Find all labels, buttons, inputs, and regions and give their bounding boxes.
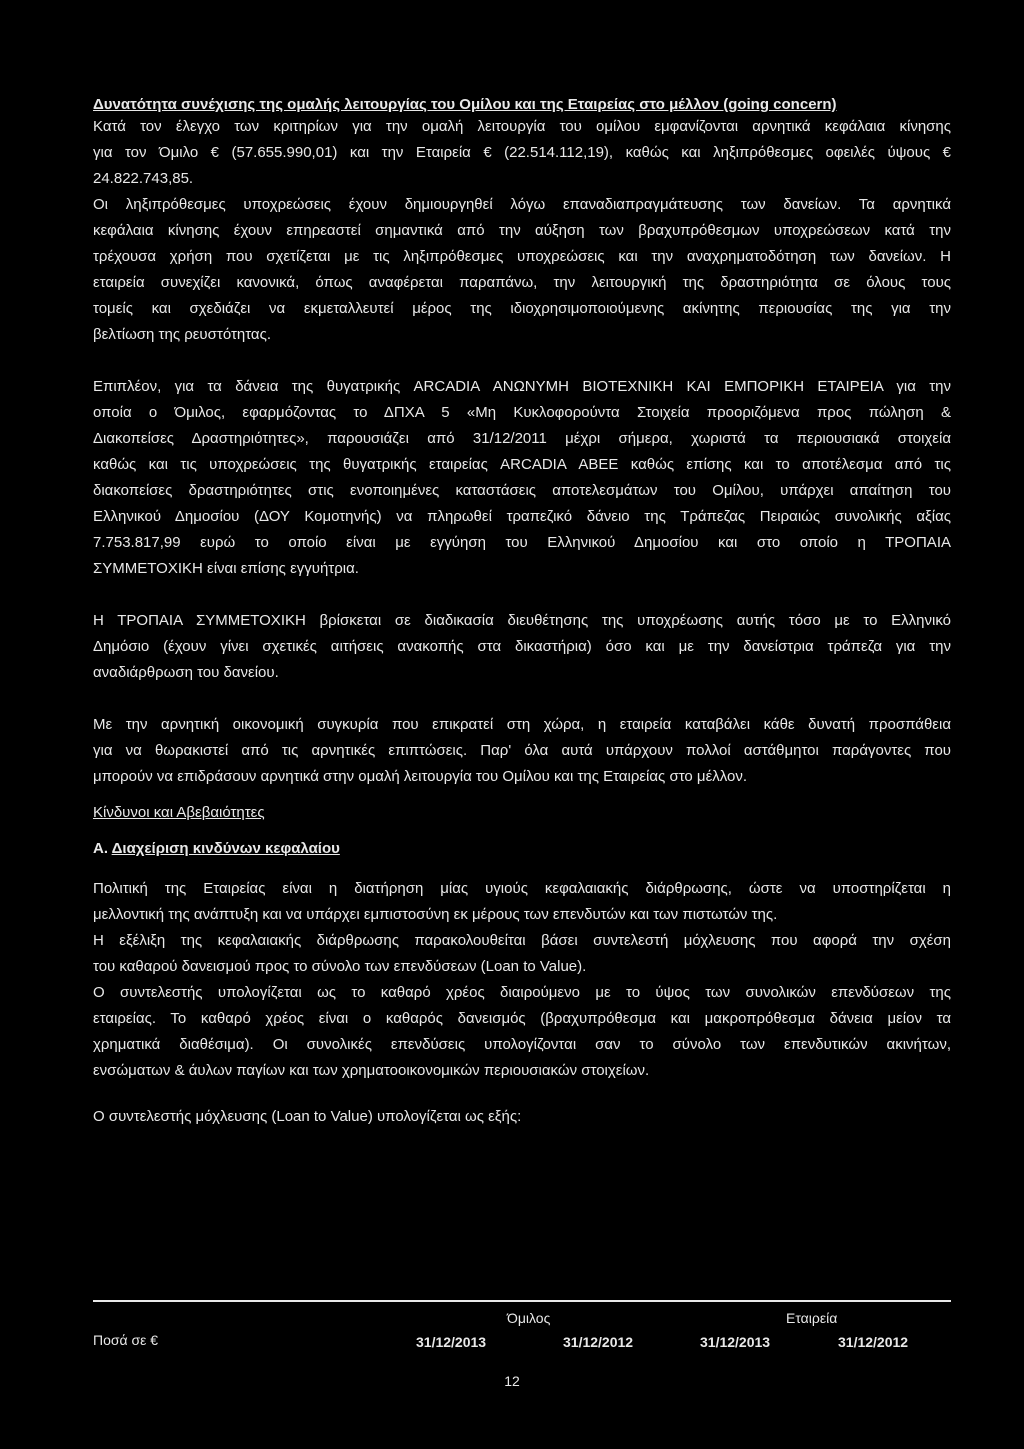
subheading-prefix: Α. — [93, 840, 112, 857]
text-line: ΣΥΜΜΕΤΟΧΙΚΗ είναι επίσης εγγυήτρια. — [93, 560, 359, 577]
text-line: αναδιάρθρωση του δανείου. — [93, 664, 279, 681]
text-line: μπορούν να επιδράσουν αρνητικά στην ομαλή λειτουργία του Ομίλου και της Εταιρείας στο μέλλον. — [93, 768, 748, 785]
ltv-intro: Ο συντελεστής μόχλευσης (Loan to Value) υπολογίζεται ως εξής: — [93, 1108, 522, 1125]
text-line: τρέχουσα χρήση που σχετίζεται με τις ληξιπρόθεσμες υποχρεώσεις και την αναχρηματοδότηση των δανείων. Η — [93, 248, 951, 265]
text-line: διακοπείσες δραστηριότητες στις ενοποιημένες καταστάσεις αποτελεσμάτων του Ομίλου, υπάρχει απαίτηση του — [93, 482, 951, 499]
risks-heading: Κίνδυνοι και Αβεβαιότητες — [93, 804, 265, 821]
going-concern-paragraph-2 — [93, 192, 951, 348]
date-header: 31/12/2012 — [563, 1334, 634, 1350]
text-line: οποία ο Όμιλος, εφαρμόζοντας το ΔΠΧΑ 5 «Μη Κυκλοφορούντα Στοιχεία προοριζόμενα προς πώληση & — [93, 404, 951, 421]
group-column-header: Όμιλος — [507, 1310, 551, 1326]
text-line: για τον Όμιλο € (57.655.990,01) και την Εταιρεία € (22.514.112,19), καθώς και ληξιπρόθεσμες οφειλές ύψους € — [93, 144, 951, 161]
text-line: κεφάλαια κίνησης έχουν επηρεαστεί σημαντικά από την αύξηση των βραχυπρόθεσμων υποχρεώσεων κατά την — [93, 222, 951, 239]
text-line: Η ΤΡΟΠΑΙΑ ΣΥΜΜΕΤΟΧΙΚΗ βρίσκεται σε διαδικασία διευθέτησης της υποχρέωσης αυτής τόσο με το Ελληνικό — [93, 612, 951, 629]
going-concern-paragraph-4 — [93, 608, 951, 686]
text-line: Διακοπείσες Δραστηριότητες», παρουσιάζει από 31/12/2011 μέχρι σήμερα, χωριστά τα περιουσιακά στοιχεία — [93, 430, 951, 447]
document-page — [93, 96, 951, 1130]
going-concern-heading: Δυνατότητα συνέχισης της ομαλής λειτουργίας του Ομίλου και της Εταιρείας στο μέλλον (going concern) — [93, 96, 837, 113]
date-header: 31/12/2013 — [700, 1334, 771, 1350]
text-line: Με την αρνητική οικονομική συγκυρία που επικρατεί στη χώρα, η εταιρεία καταβάλει κάθε δυνατή προσπάθεια — [93, 716, 951, 733]
subheading-title: Διαχείριση κινδύνων κεφαλαίου — [111, 840, 340, 857]
going-concern-paragraph-3 — [93, 374, 951, 582]
text-line: Ελληνικού Δημοσίου (ΔΟΥ Κομοτηνής) να πληρωθεί τραπεζικό δάνειο της Τράπεζας Πειραιώς συνολικής αξίας — [93, 508, 951, 525]
capital-risk-paragraph — [93, 876, 951, 1084]
going-concern-paragraph-1 — [93, 114, 951, 192]
text-line: Ο συντελεστής υπολογίζεται ως το καθαρό χρέος διαιρούμενο με το ύψος των συνολικών επενδύσεων της — [93, 984, 951, 1001]
page-number: 12 — [504, 1373, 520, 1389]
text-line: τομείς και σχεδιάζει να εκμεταλλευτεί μέρος της ιδιοχρησιμοποιούμενης ακίνητης περιουσίας της για την — [93, 300, 951, 317]
table-date-header — [93, 1332, 951, 1356]
text-line: Η εξέλιξη της κεφαλαιακής διάρθρωσης παρακολουθείται βάσει συντελεστή μόχλευσης που αφορά την σχέση — [93, 932, 951, 949]
text-line: χρηματικά διαθέσιμα). Οι συνολικές επενδύσεις υπολογίζονται σαν το σύνολο των επενδυτικών ακινήτων, — [93, 1036, 951, 1053]
text-line: 24.822.743,85. — [93, 170, 194, 187]
text-line: για να θωρακιστεί από τις αρνητικές επιπτώσεις. Παρ' όλα αυτά υπάρχουν πολλοί αστάθμητοι παράγοντες που — [93, 742, 951, 759]
text-line: 7.753.817,99 ευρώ το οποίο είναι με εγγύηση του Ελληνικού Δημοσίου και στο οποίο η ΤΡΟΠΑΙΑ — [93, 534, 951, 551]
date-header: 31/12/2013 — [416, 1334, 487, 1350]
text-line: καθώς και τις υποχρεώσεις της θυγατρικής εταιρείας ARCADIA ΑΒΕΕ καθώς επίσης και το αποτέλεσμα από τις — [93, 456, 951, 473]
amounts-label: Ποσά σε € — [93, 1332, 159, 1348]
date-header: 31/12/2012 — [838, 1334, 909, 1350]
text-line: εταιρείας. Το καθαρό χρέος είναι ο καθαρός δανεισμός (βραχυπρόθεσμα και μακροπρόθεσμα δάνεια μείον τα — [93, 1010, 951, 1027]
text-line: εταιρεία συνεχίζει κανονικά, όπως αναφέρεται παραπάνω, την λειτουργική της δραστηριότητα σε όλους τους — [93, 274, 951, 291]
text-line: Οι ληξιπρόθεσμες υποχρεώσεις έχουν δημιουργηθεί λόγω επαναδιαπραγμάτευσης των δανείων. Τα αρνητικά — [93, 196, 951, 213]
text-line: ενσώματων & άυλων παγίων και των χρηματοοικονομικών περιουσιακών στοιχείων. — [93, 1062, 650, 1079]
ltv-table — [93, 1300, 951, 1356]
text-line: Πολιτική της Εταιρείας είναι η διατήρηση μίας υγιούς κεφαλαιακής διάρθρωσης, ώστε να υποστηρίζεται η — [93, 880, 951, 897]
table-group-header — [93, 1302, 951, 1332]
capital-risk-subheading — [93, 836, 951, 862]
text-line: Επιπλέον, για τα δάνεια της θυγατρικής ARCADIA ΑΝΩΝΥΜΗ ΒΙΟΤΕΧΝΙΚΗ ΚΑΙ ΕΜΠΟΡΙΚΗ ΕΤΑΙΡΕΙΑ για την — [93, 378, 951, 395]
company-column-header: Εταιρεία — [786, 1310, 838, 1326]
text-line: Δημόσιο (έχουν γίνει σχετικές αιτήσεις ανακοπής στα δικαστήρια) όσο και με την δανείστρια τράπεζα για την — [93, 638, 951, 655]
text-line: του καθαρού δανεισμού προς το σύνολο των επενδύσεων (Loan to Value). — [93, 958, 587, 975]
text-line: βελτίωση της ρευστότητας. — [93, 326, 272, 343]
text-line: μελλοντική της ανάπτυξη και να υπάρχει εμπιστοσύνη εκ μέρους των επενδυτών και των πιστωτών της. — [93, 906, 778, 923]
going-concern-paragraph-5 — [93, 712, 951, 790]
text-line: Κατά τον έλεγχο των κριτηρίων για την ομαλή λειτουργία του ομίλου εμφανίζονται αρνητικά κεφάλαια κίνησης — [93, 118, 951, 135]
